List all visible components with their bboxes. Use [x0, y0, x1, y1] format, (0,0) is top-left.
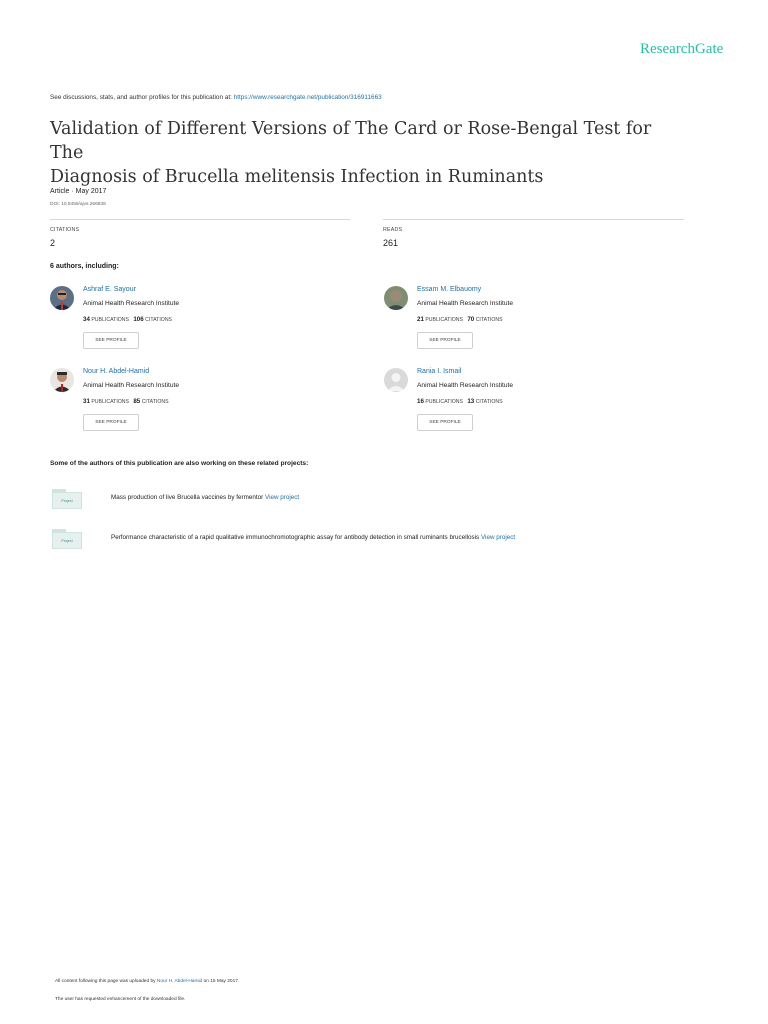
related-projects-heading: Some of the authors of this publication are also working on these related projects: [50, 460, 309, 467]
author-name[interactable]: Rania I. Ismail [417, 368, 462, 375]
authors-heading: 6 authors, including: [50, 263, 119, 270]
reads-label: READS [383, 227, 403, 233]
author-card [50, 286, 350, 356]
author-institution: Animal Health Research Institute [417, 300, 514, 307]
project-title: Performance characteristic of a rapid qualitative immunochromotographic assay for antibody detection in small ruminants brucellosis [111, 534, 481, 541]
publications-label: PUBLICATIONS [91, 399, 130, 405]
author-citations-label: CITATIONS [145, 317, 173, 323]
divider-citations [50, 219, 350, 220]
author-stats [83, 316, 172, 323]
author-card [384, 286, 684, 356]
article-title-line-2: Diagnosis of Brucella melitensis Infection in Ruminants [50, 167, 544, 187]
article-doi: DOI: 10.5455/ajvs.266838 [50, 202, 106, 207]
author-institution: Animal Health Research Institute [83, 382, 180, 389]
project-folder-icon [52, 529, 82, 549]
enhancement-note: The user has requested enhancement of the downloaded file. [55, 997, 186, 1002]
author-card [50, 368, 350, 438]
author-citations-label: CITATIONS [475, 399, 503, 405]
discussion-text: See discussions, stats, and author profiles for this publication at: [50, 94, 234, 101]
article-title [50, 117, 690, 189]
project-folder-icon [52, 489, 82, 509]
author-citations-label: CITATIONS [141, 399, 169, 405]
author-citations-count: 13 [467, 398, 475, 405]
publications-count: 16 [417, 398, 424, 405]
article-title-line-1: Validation of Different Versions of The Card or Rose-Bengal Test for The [50, 119, 652, 163]
author-citations-label: CITATIONS [475, 317, 503, 323]
author-citations-count: 106 [133, 316, 144, 323]
see-profile-button[interactable]: SEE PROFILE [417, 332, 473, 349]
citations-label: CITATIONS [50, 227, 80, 233]
author-name[interactable]: Ashraf E. Sayour [83, 286, 136, 293]
divider-reads [383, 219, 684, 220]
see-profile-button[interactable]: SEE PROFILE [83, 414, 139, 431]
discussion-line [50, 94, 382, 101]
publications-label: PUBLICATIONS [425, 317, 464, 323]
author-stats [417, 398, 503, 405]
uploader-link[interactable]: Nour H. Abdel-Hamid [156, 979, 203, 984]
publications-count: 21 [417, 316, 424, 323]
author-name[interactable]: Essam M. Elbauomy [417, 286, 482, 293]
project-icon-label: Project [52, 492, 82, 509]
researchgate-logo[interactable]: ResearchGate [640, 41, 724, 57]
publication-url-link[interactable]: https://www.researchgate.net/publication/316911663 [233, 94, 382, 101]
author-stats [83, 398, 169, 405]
author-institution: Animal Health Research Institute [417, 382, 514, 389]
see-profile-button[interactable]: SEE PROFILE [83, 332, 139, 349]
see-profile-button[interactable]: SEE PROFILE [417, 414, 473, 431]
publications-count: 34 [83, 316, 90, 323]
author-avatar[interactable] [50, 368, 74, 392]
publications-label: PUBLICATIONS [91, 317, 130, 323]
upload-suffix: on 15 May 2017. [202, 979, 240, 984]
author-avatar[interactable] [384, 286, 408, 310]
author-stats [417, 316, 503, 323]
publications-count: 31 [83, 398, 90, 405]
project-item [111, 534, 515, 541]
project-icon-label: Project [52, 532, 82, 549]
upload-prefix: All content following this page was uploaded by [55, 979, 157, 984]
author-citations-count: 85 [133, 398, 141, 405]
author-name[interactable]: Nour H. Abdel-Hamid [83, 368, 150, 375]
project-item [111, 494, 299, 501]
upload-note [55, 979, 239, 984]
author-avatar[interactable] [50, 286, 74, 310]
view-project-link[interactable]: View project [265, 494, 300, 501]
reads-count: 261 [383, 238, 399, 248]
author-card [384, 368, 684, 438]
citations-count: 2 [50, 238, 56, 248]
author-institution: Animal Health Research Institute [83, 300, 180, 307]
article-type-date: Article · May 2017 [50, 188, 107, 195]
author-citations-count: 70 [467, 316, 475, 323]
default-avatar-icon[interactable] [384, 368, 408, 392]
project-title: Mass production of live Brucella vaccines by fermentor [111, 494, 265, 501]
view-project-link[interactable]: View project [480, 534, 516, 541]
publications-label: PUBLICATIONS [425, 399, 464, 405]
